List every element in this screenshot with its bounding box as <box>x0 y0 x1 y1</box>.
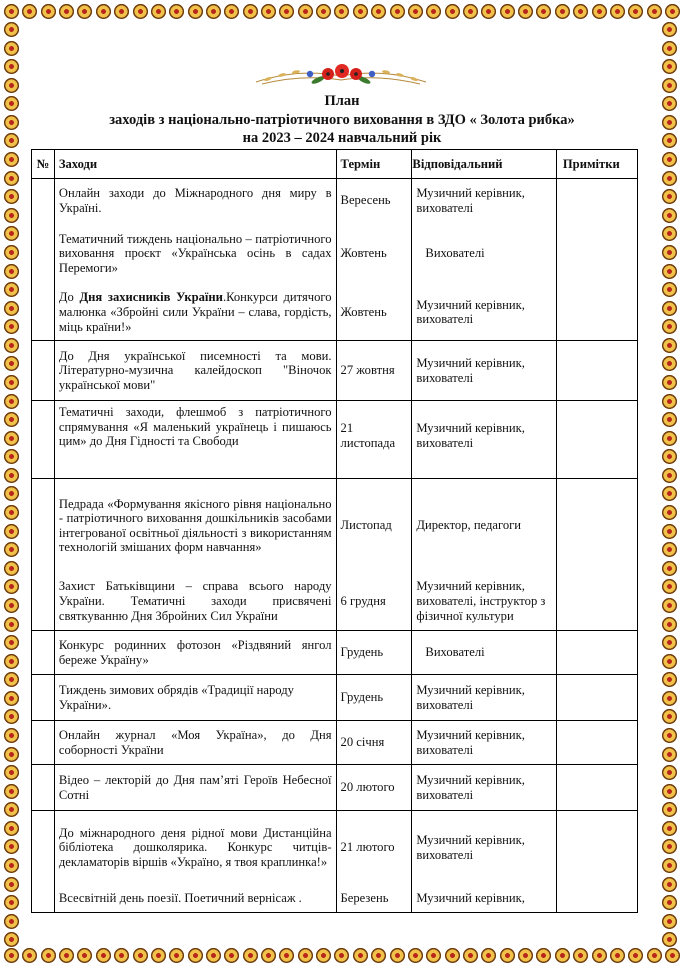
floral-ornament-icon <box>662 301 677 316</box>
floral-ornament-icon <box>353 4 368 19</box>
border-top <box>4 4 680 22</box>
term-cell: Жовтень <box>336 223 412 285</box>
floral-ornament-icon <box>4 821 19 836</box>
border-bottom <box>4 948 680 966</box>
responsible-cell: Музичний керівник, вихователі <box>412 341 556 401</box>
floral-ornament-icon <box>279 948 294 963</box>
table-row <box>32 811 638 885</box>
floral-ornament-icon <box>662 208 677 223</box>
floral-ornament-icon <box>22 4 37 19</box>
floral-ornament-icon <box>662 189 677 204</box>
floral-ornament-icon <box>59 948 74 963</box>
floral-ornament-icon <box>4 245 19 260</box>
floral-ornament-icon <box>500 4 515 19</box>
floral-ornament-icon <box>261 948 276 963</box>
column-header-responsible: Відповідальний <box>412 150 556 179</box>
border-right <box>662 22 680 948</box>
floral-ornament-icon <box>4 264 19 279</box>
floral-ornament-icon <box>662 747 677 762</box>
floral-ornament-icon <box>662 338 677 353</box>
floral-ornament-icon <box>390 4 405 19</box>
floral-ornament-icon <box>77 948 92 963</box>
term-cell: 27 жовтня <box>336 341 412 401</box>
floral-ornament-icon <box>4 282 19 297</box>
table-row <box>32 479 638 573</box>
floral-ornament-icon <box>662 617 677 632</box>
floral-ornament-icon <box>662 598 677 613</box>
activity-cell: До Дня української писемності та мови. Літературно-музична калейдоскоп "Віночок української мови" <box>54 341 336 401</box>
floral-ornament-icon <box>463 948 478 963</box>
floral-ornament-icon <box>353 948 368 963</box>
responsible-cell: Музичний керівник, вихователі <box>412 179 556 223</box>
floral-ornament-icon <box>662 914 677 929</box>
table-row <box>32 573 638 631</box>
floral-ornament-icon <box>610 4 625 19</box>
floral-ornament-icon <box>573 948 588 963</box>
table-header-row <box>32 150 638 179</box>
column-header-number: № <box>32 150 55 179</box>
defenders-day-bold: Дня захисників України <box>79 290 223 305</box>
floral-ornament-icon <box>4 747 19 762</box>
floral-ornament-icon <box>445 948 460 963</box>
floral-ornament-icon <box>662 78 677 93</box>
floral-ornament-icon <box>536 4 551 19</box>
floral-ornament-icon <box>77 4 92 19</box>
floral-ornament-icon <box>298 948 313 963</box>
responsible-cell: Музичний керівник, вихователі <box>412 811 556 885</box>
floral-ornament-icon <box>662 524 677 539</box>
term-cell: Березень <box>336 885 412 913</box>
column-header-activities: Заходи <box>54 150 336 179</box>
floral-ornament-icon <box>4 524 19 539</box>
floral-ornament-icon <box>371 948 386 963</box>
floral-ornament-icon <box>4 22 19 37</box>
floral-ornament-icon <box>59 4 74 19</box>
floral-ornament-icon <box>662 728 677 743</box>
floral-ornament-icon <box>4 895 19 910</box>
responsible-cell: Вихователі <box>412 223 556 285</box>
floral-ornament-icon <box>4 654 19 669</box>
floral-ornament-icon <box>662 672 677 687</box>
floral-ornament-icon <box>4 208 19 223</box>
floral-ornament-icon <box>662 319 677 334</box>
activity-cell: Тематичний тиждень національно – патріотичного виховання проєкт «Українська осінь в садах Перемоги» <box>54 223 336 285</box>
floral-ornament-icon <box>662 152 677 167</box>
floral-ornament-icon <box>4 226 19 241</box>
floral-ornament-icon <box>4 171 19 186</box>
floral-ornament-icon <box>4 412 19 427</box>
table-row <box>32 675 638 721</box>
floral-ornament-icon <box>662 765 677 780</box>
activity-cell: Тиждень зимових обрядів «Традиції народу України». <box>54 675 336 721</box>
table-row <box>32 721 638 765</box>
floral-ornament-icon <box>662 449 677 464</box>
floral-ornament-icon <box>662 691 677 706</box>
floral-ornament-icon <box>662 356 677 371</box>
floral-ornament-icon <box>662 41 677 56</box>
floral-ornament-icon <box>4 877 19 892</box>
table-row <box>32 631 638 675</box>
floral-ornament-icon <box>224 948 239 963</box>
floral-ornament-icon <box>662 171 677 186</box>
floral-ornament-icon <box>463 4 478 19</box>
floral-ornament-icon <box>334 948 349 963</box>
floral-ornament-icon <box>4 579 19 594</box>
floral-ornament-icon <box>662 654 677 669</box>
term-cell: Листопад <box>336 479 412 573</box>
floral-ornament-icon <box>555 4 570 19</box>
term-cell: Вересень <box>336 179 412 223</box>
floral-ornament-icon <box>4 96 19 111</box>
floral-ornament-icon <box>481 4 496 19</box>
floral-ornament-icon <box>390 948 405 963</box>
floral-ornament-icon <box>662 895 677 910</box>
floral-ornament-icon <box>4 468 19 483</box>
floral-ornament-icon <box>662 635 677 650</box>
responsible-cell: Музичний керівник, <box>412 885 556 913</box>
responsible-cell: Музичний керівник, вихователі <box>412 721 556 765</box>
floral-ornament-icon <box>518 948 533 963</box>
floral-ornament-icon <box>4 449 19 464</box>
floral-ornament-icon <box>4 561 19 576</box>
floral-ornament-icon <box>169 948 184 963</box>
floral-ornament-icon <box>662 877 677 892</box>
floral-ornament-icon <box>662 133 677 148</box>
activity-cell: Педрада «Формування якісного рівня національно - патріотичного виховання дошкільників засобами інтегрованої освітньої діяльності з використанням технологій змішаних форм навчання» <box>54 479 336 573</box>
wheat-and-poppies-ornament-icon <box>248 62 434 90</box>
floral-ornament-icon <box>41 948 56 963</box>
floral-ornament-icon <box>4 4 19 19</box>
floral-ornament-icon <box>4 78 19 93</box>
floral-ornament-icon <box>4 152 19 167</box>
floral-ornament-icon <box>536 948 551 963</box>
responsible-cell: Музичний керівник, вихователі <box>412 675 556 721</box>
plan-title: План <box>324 93 360 109</box>
floral-ornament-icon <box>662 784 677 799</box>
responsible-cell: Музичний керівник, вихователі <box>412 765 556 811</box>
floral-ornament-icon <box>188 4 203 19</box>
floral-ornament-icon <box>662 858 677 873</box>
floral-ornament-icon <box>316 948 331 963</box>
floral-ornament-icon <box>408 4 423 19</box>
floral-ornament-icon <box>4 319 19 334</box>
floral-ornament-icon <box>4 598 19 613</box>
floral-ornament-icon <box>662 375 677 390</box>
floral-ornament-icon <box>426 4 441 19</box>
floral-ornament-icon <box>261 4 276 19</box>
floral-ornament-icon <box>592 948 607 963</box>
floral-ornament-icon <box>4 709 19 724</box>
floral-ornament-icon <box>4 617 19 632</box>
floral-ornament-icon <box>665 948 680 963</box>
floral-ornament-icon <box>518 4 533 19</box>
floral-ornament-icon <box>662 431 677 446</box>
plan-subtitle: заходів з національно-патріотичного виховання в ЗДО « Золота рибка» <box>109 112 575 128</box>
column-header-term: Термін <box>336 150 412 179</box>
floral-ornament-icon <box>169 4 184 19</box>
floral-ornament-icon <box>628 4 643 19</box>
floral-ornament-icon <box>662 505 677 520</box>
floral-ornament-icon <box>4 133 19 148</box>
responsible-cell: Музичний керівник, вихователі, інструктор з фізичної культури <box>412 573 556 631</box>
responsible-cell: Музичний керівник, вихователі <box>412 401 556 479</box>
floral-ornament-icon <box>114 948 129 963</box>
floral-ornament-icon <box>662 579 677 594</box>
activity-cell: Конкурс родинних фотозон «Різдвяний янгол береже Україну» <box>54 631 336 675</box>
floral-ornament-icon <box>662 394 677 409</box>
term-cell: 20 лютого <box>336 765 412 811</box>
floral-ornament-icon <box>4 41 19 56</box>
floral-ornament-icon <box>206 948 221 963</box>
activity-cell: Захист Батьківщини – справа всього народу України. Тематичні заходи присвячені святкуванню Дня Збройних Сил України <box>54 573 336 631</box>
floral-ornament-icon <box>371 4 386 19</box>
floral-ornament-icon <box>243 4 258 19</box>
table-row <box>32 179 638 223</box>
floral-ornament-icon <box>647 4 662 19</box>
floral-ornament-icon <box>4 948 19 963</box>
floral-ornament-icon <box>243 948 258 963</box>
floral-ornament-icon <box>4 839 19 854</box>
table-row <box>32 285 638 341</box>
floral-ornament-icon <box>206 4 221 19</box>
column-header-notes: Примітки <box>556 150 637 179</box>
floral-ornament-icon <box>133 4 148 19</box>
floral-ornament-icon <box>662 282 677 297</box>
floral-ornament-icon <box>662 542 677 557</box>
floral-ornament-icon <box>316 4 331 19</box>
floral-ornament-icon <box>4 59 19 74</box>
floral-ornament-icon <box>592 4 607 19</box>
floral-ornament-icon <box>4 375 19 390</box>
table-row <box>32 341 638 401</box>
floral-ornament-icon <box>4 394 19 409</box>
responsible-cell: Вихователі <box>412 631 556 675</box>
floral-ornament-icon <box>662 22 677 37</box>
floral-ornament-icon <box>298 4 313 19</box>
floral-ornament-icon <box>662 226 677 241</box>
activity-cell: До Дня захисників України.Конкурси дитячого малюнка «Збройні сили України – слава, гордість, міць країни!» <box>54 285 336 341</box>
floral-ornament-icon <box>4 858 19 873</box>
floral-ornament-icon <box>4 542 19 557</box>
floral-ornament-icon <box>96 4 111 19</box>
floral-ornament-icon <box>662 821 677 836</box>
floral-ornament-icon <box>662 245 677 260</box>
term-cell: 21 лютого <box>336 811 412 885</box>
floral-ornament-icon <box>662 264 677 279</box>
floral-ornament-icon <box>4 115 19 130</box>
floral-ornament-icon <box>4 635 19 650</box>
floral-ornament-icon <box>4 189 19 204</box>
floral-ornament-icon <box>41 4 56 19</box>
table-row <box>32 401 638 479</box>
floral-ornament-icon <box>4 932 19 947</box>
activity-cell: Відео – лекторій до Дня пам’яті Героїв Небесної Сотні <box>54 765 336 811</box>
floral-ornament-icon <box>610 948 625 963</box>
floral-ornament-icon <box>4 765 19 780</box>
term-cell: 20 січня <box>336 721 412 765</box>
floral-ornament-icon <box>4 784 19 799</box>
floral-ornament-icon <box>662 932 677 947</box>
floral-ornament-icon <box>481 948 496 963</box>
floral-ornament-icon <box>114 4 129 19</box>
table-row <box>32 765 638 811</box>
floral-ornament-icon <box>4 301 19 316</box>
term-cell: 6 грудня <box>336 573 412 631</box>
floral-ornament-icon <box>224 4 239 19</box>
floral-ornament-icon <box>500 948 515 963</box>
term-cell: 21 листопада <box>336 401 412 479</box>
border-left <box>4 22 22 948</box>
floral-ornament-icon <box>151 948 166 963</box>
floral-ornament-icon <box>188 948 203 963</box>
floral-ornament-icon <box>662 802 677 817</box>
floral-ornament-icon <box>4 338 19 353</box>
floral-ornament-icon <box>151 4 166 19</box>
floral-ornament-icon <box>662 709 677 724</box>
activity-cell: Тематичні заходи, флешмоб з патріотичного спрямування «Я маленький українець і пишаюсь цим» до Дня Гідності та Свободи <box>54 401 336 479</box>
floral-ornament-icon <box>555 948 570 963</box>
floral-ornament-icon <box>4 728 19 743</box>
floral-ornament-icon <box>334 4 349 19</box>
floral-ornament-icon <box>4 691 19 706</box>
floral-ornament-icon <box>662 96 677 111</box>
floral-ornament-icon <box>662 839 677 854</box>
plan-year: на 2023 – 2024 навчальний рік <box>242 130 442 146</box>
activity-cell: Онлайн журнал «Моя Україна», до Дня соборності України <box>54 721 336 765</box>
floral-ornament-icon <box>662 115 677 130</box>
responsible-cell: Директор, педагоги <box>412 479 556 573</box>
term-cell: Жовтень <box>336 285 412 341</box>
floral-ornament-icon <box>662 486 677 501</box>
plan-table <box>31 149 638 913</box>
floral-ornament-icon <box>662 468 677 483</box>
table-row <box>32 223 638 285</box>
floral-ornament-icon <box>647 948 662 963</box>
activity-cell: Онлайн заходи до Міжнародного дня миру в Україні. <box>54 179 336 223</box>
floral-ornament-icon <box>662 561 677 576</box>
floral-ornament-icon <box>279 4 294 19</box>
floral-ornament-icon <box>445 4 460 19</box>
term-cell: Грудень <box>336 675 412 721</box>
responsible-cell: Музичний керівник, вихователі <box>412 285 556 341</box>
floral-ornament-icon <box>133 948 148 963</box>
activity-cell: До міжнародного деня рідної мови Дистанційна бібліотека дошколярика. Конкурс читців-декламаторів віршів «Україно, я твоя краплинка!» <box>54 811 336 885</box>
floral-ornament-icon <box>22 948 37 963</box>
floral-ornament-icon <box>4 914 19 929</box>
floral-ornament-icon <box>4 486 19 501</box>
floral-ornament-icon <box>408 948 423 963</box>
floral-ornament-icon <box>662 412 677 427</box>
floral-ornament-icon <box>628 948 643 963</box>
floral-ornament-icon <box>4 505 19 520</box>
floral-ornament-icon <box>4 356 19 371</box>
floral-ornament-icon <box>96 948 111 963</box>
floral-ornament-icon <box>662 59 677 74</box>
floral-ornament-icon <box>4 672 19 687</box>
floral-ornament-icon <box>4 431 19 446</box>
activity-cell: Всесвітній день поезії. Поетичний вернісаж . <box>54 885 336 913</box>
floral-ornament-icon <box>4 802 19 817</box>
floral-ornament-icon <box>665 4 680 19</box>
floral-ornament-icon <box>426 948 441 963</box>
table-row <box>32 885 638 913</box>
floral-ornament-icon <box>573 4 588 19</box>
term-cell: Грудень <box>336 631 412 675</box>
